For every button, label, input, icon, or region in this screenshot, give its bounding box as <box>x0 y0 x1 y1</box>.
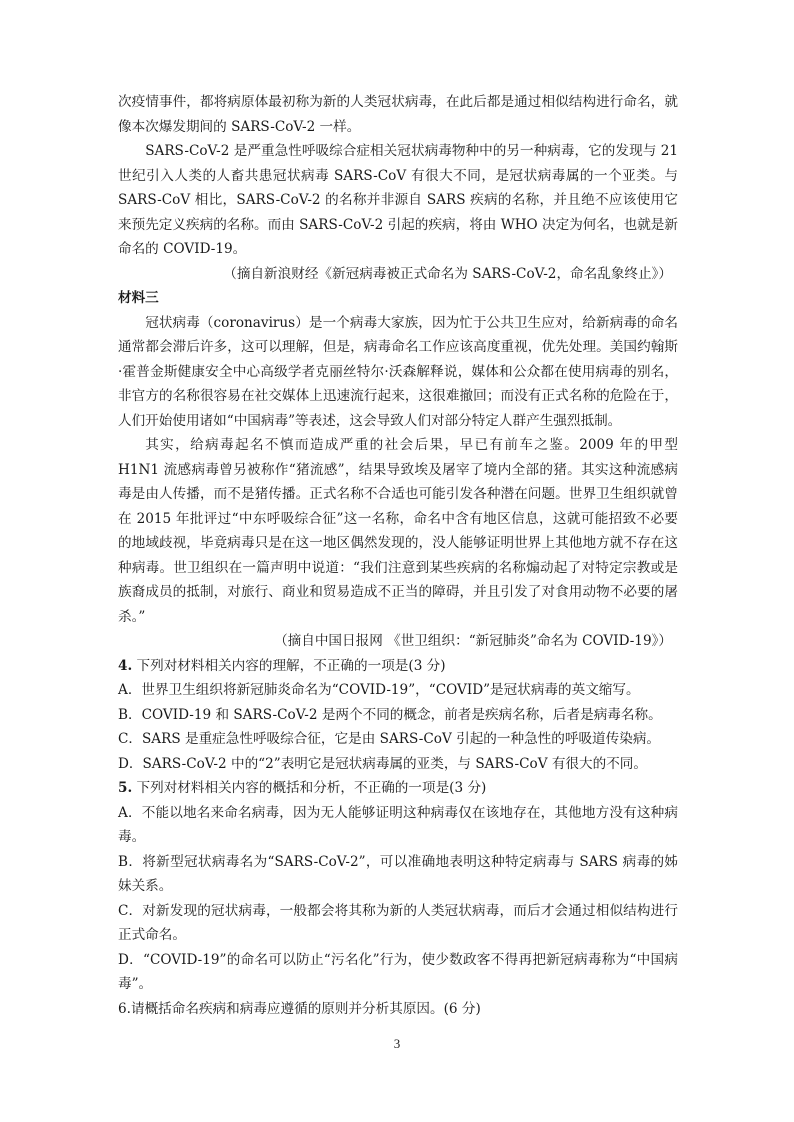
document-page <box>118 90 678 1021</box>
source-citation: （摘自新浪财经《新冠病毒被正式命名为 SARS-CoV-2，命名乱象终止》） <box>223 265 672 282</box>
answer-option: A．世界卫生组织将新冠肺炎命名为“COVID-19”，“COVID”是冠状病毒的英文缩写。 <box>118 682 640 698</box>
answer-option: C．SARS 是重症急性呼吸综合征，它是由 SARS-CoV 引起的一种急性的呼吸道传染病。 <box>118 731 661 747</box>
question-stem <box>118 776 678 801</box>
passage-paragraph: 冠状病毒（coronavirus）是一个病毒大家族，因为忙于公共卫生应对，给新病毒的命名通常都会滞后许多，这可以理解，但是，病毒命名工作应该高度重视，优先处理。美国约翰斯·霍普金斯健康安全中心高级学者克丽丝特尔·沃森解释说，媒体和公众都在使用病毒的别名，非官方的名称很容易在社交媒体上迅速流行起来，这很难撤回；而没有正式名称的危险在于，人们开始使用诸如“中国病毒”等表述，这会导致人们对部分特定人群产生强烈抵制。 <box>118 314 678 429</box>
question-text: 下列对材料相关内容的理解，不正确的一项是(3 分) <box>136 657 446 674</box>
answer-option: A．不能以地名来命名病毒，因为无人能够证明这种病毒仅在该地存在，其他地方没有这种病毒。 <box>118 804 678 845</box>
passage-paragraph: 次疫情事件，都将病原体最初称为新的人类冠状病毒，在此后都是通过相似结构进行命名，就像本次爆发期间的 SARS-CoV-2 一样。 <box>118 94 678 135</box>
answer-option: D．“COVID-19”的命名可以防止“污名化”行为，使少数政客不得再把新冠病毒称为“中国病毒”。 <box>118 951 678 992</box>
section-heading: 材料三 <box>118 290 159 306</box>
question-text: 下列对材料相关内容的概括和分析，不正确的一项是(3 分) <box>136 780 487 796</box>
source-citation: （摘自中国日报网 《世卫组织：“新冠肺炎”命名为 COVID-19》） <box>274 633 672 649</box>
answer-option: C．对新发现的冠状病毒，一般都会将其称为新的人类冠状病毒，而后才会通过相似结构进行正式命名。 <box>118 902 678 943</box>
question-stem <box>118 654 678 679</box>
question-number: 5. <box>118 780 133 796</box>
answer-option: B．将新型冠状病毒名为“SARS-CoV-2”，可以准确地表明这种特定病毒与 SARS 病毒的姊妹关系。 <box>118 853 678 894</box>
answer-option: D．SARS-CoV-2 中的“2”表明它是冠状病毒属的亚类，与 SARS-CoV 有很大的不同。 <box>118 755 647 772</box>
passage-paragraph: SARS-CoV-2 是严重急性呼吸综合症相关冠状病毒物种中的另一种病毒，它的发现与 21 世纪引入人类的人畜共患冠状病毒 SARS-CoV 有很大不同，是冠状病毒属的一个亚类。与 SARS-CoV 相比，SARS-CoV-2 的名称并非源自 SARS 疾病的名称，并且绝不应该使用它来预先定义疾病的名称。而由 SARS-CoV-2 引起的疾病，将由 WHO 决定为何名，也就是新命名的 COVID-19。 <box>118 143 678 257</box>
question-stem: 6.请概括命名疾病和病毒应遵循的原则并分析其原因。(6 分) <box>118 1000 481 1017</box>
page-number: 3 <box>393 1036 401 1051</box>
question-number: 4. <box>118 657 133 674</box>
passage-paragraph: 其实，给病毒起名不慎而造成严重的社会后果，早已有前车之鉴。2009 年的甲型 H1N1 流感病毒曾另被称作“猪流感”，结果导致埃及屠宰了境内全部的猪。其实这种流感病毒是由人传播，而不是猪传播。正式名称不合适也可能引发各种潜在问题。世界卫生组织就曾在 2015 年批评过“中东呼吸综合征”这一名称，命名中含有地区信息，这就可能招致不必要的地域歧视，毕竟病毒只是在这一地区偶然发现的，没人能够证明世界上其他地方就不存在这种病毒。世卫组织在一篇声明中说道：“我们注意到某些疾病的名称煽动起了对特定宗教或是族裔成员的抵制，对旅行、商业和贸易造成不正当的障碍，并且引发了对食用动物不必要的屠杀。” <box>118 437 678 625</box>
answer-option: B．COVID-19 和 SARS-CoV-2 是两个不同的概念，前者是疾病名称，后者是病毒名称。 <box>118 706 662 723</box>
